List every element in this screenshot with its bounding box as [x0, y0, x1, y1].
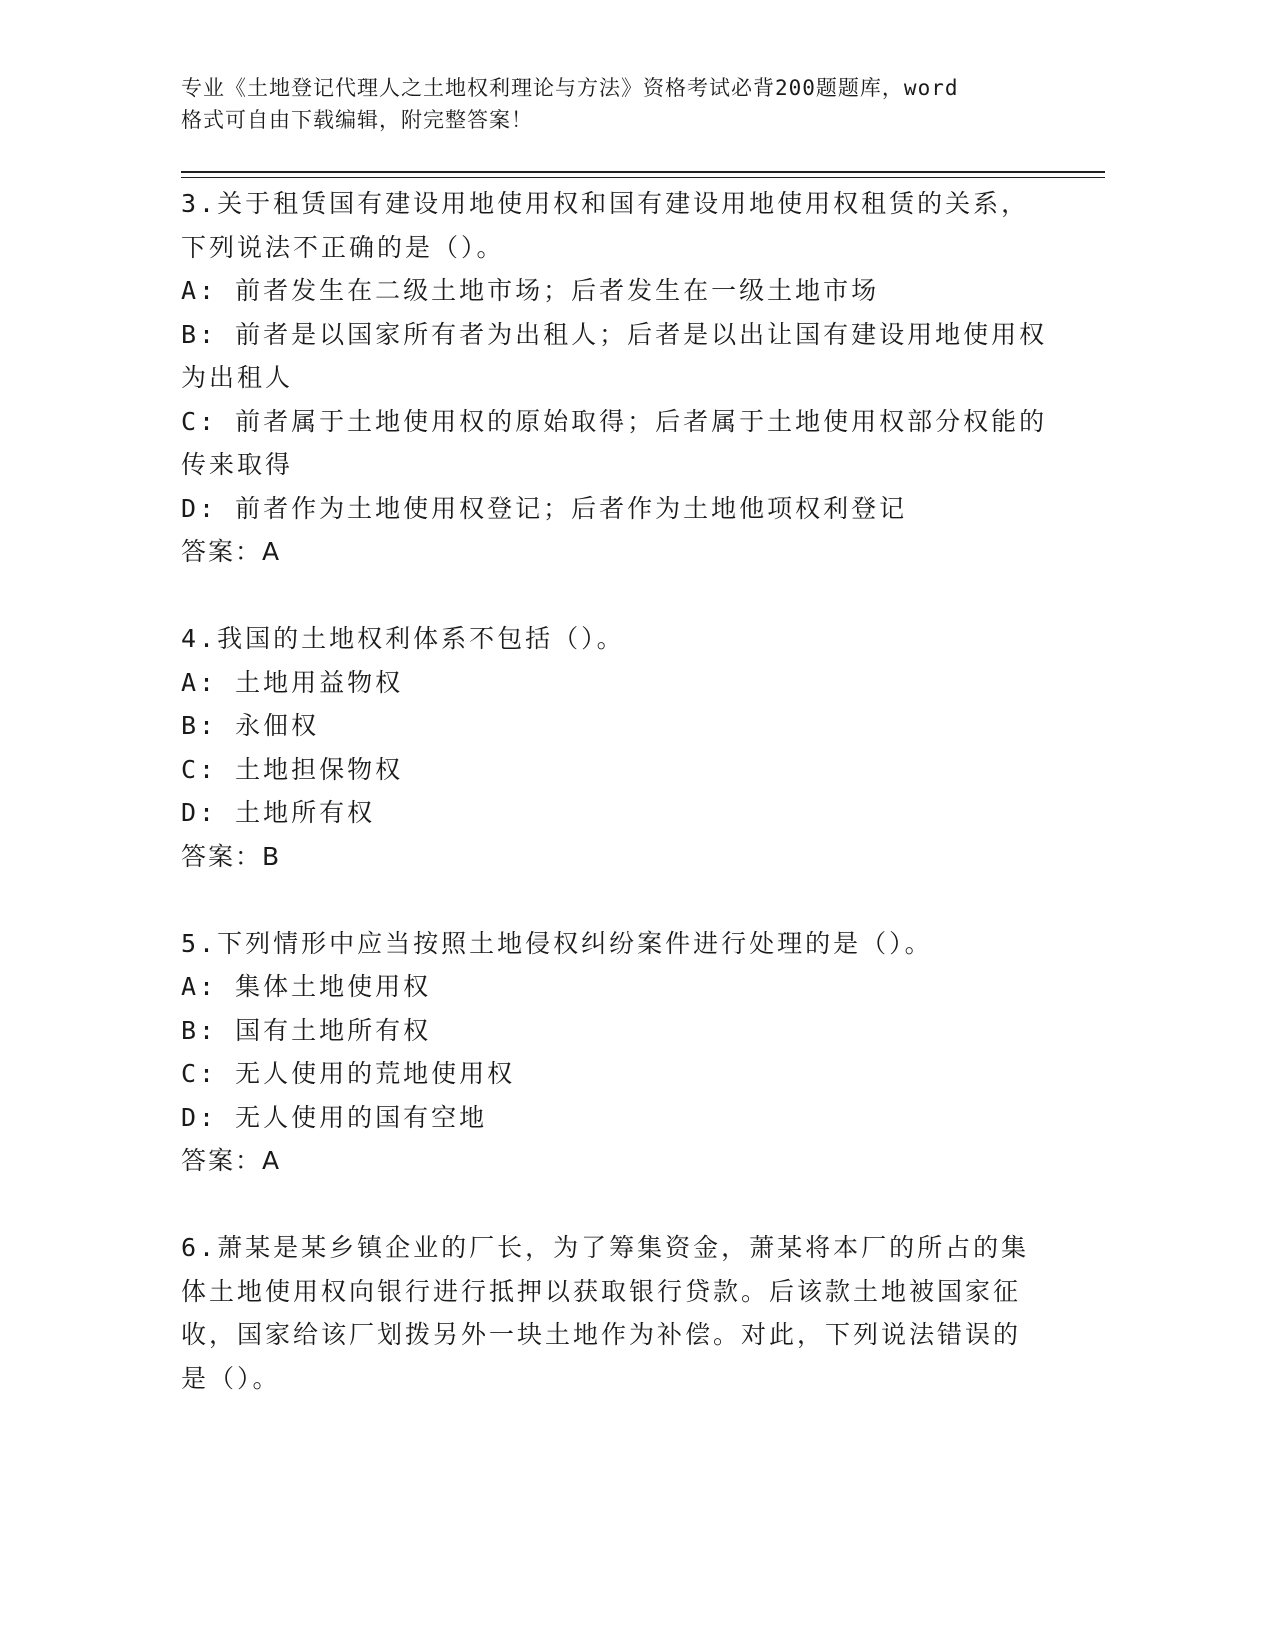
question-option-line: B: 国有土地所有权 — [181, 1015, 432, 1045]
question-stem-line: 是（）。 — [181, 1363, 281, 1393]
question-block — [181, 617, 1061, 878]
question-answer: 答案：A — [181, 1146, 282, 1175]
header-divider-thick — [181, 171, 1105, 173]
question-option-line: B: 永佃权 — [181, 711, 320, 740]
question-stem-line: 4.我国的土地权利体系不包括（）。 — [181, 624, 625, 653]
question-option-line: C: 土地担保物权 — [181, 754, 404, 784]
question-option-line: 为出租人 — [181, 363, 294, 392]
question-option-line: D: 无人使用的国有空地 — [181, 1102, 488, 1132]
question-option-line: A: 土地用益物权 — [181, 667, 404, 697]
question-stem-line: 下列说法不正确的是（）。 — [181, 232, 505, 262]
question-option-line: 传来取得 — [181, 450, 294, 479]
question-option-line: C: 无人使用的荒地使用权 — [181, 1059, 516, 1088]
question-block — [181, 1226, 1061, 1400]
question-stem-line: 5.下列情形中应当按照土地侵权纠纷案件进行处理的是（）。 — [181, 928, 933, 958]
question-option-line: D: 前者作为土地使用权登记；后者作为土地他项权利登记 — [181, 493, 908, 523]
document-header — [181, 72, 1061, 136]
question-block — [181, 922, 1061, 1183]
question-spacer — [181, 878, 1061, 922]
header-title-line-2: 格式可自由下载编辑，附完整答案！ — [181, 108, 533, 132]
question-list — [181, 182, 1061, 1400]
header-divider-thin — [181, 177, 1105, 178]
question-option-line: A: 集体土地使用权 — [181, 972, 432, 1001]
question-option-line: B: 前者是以国家所有者为出租人；后者是以出让国有建设用地使用权 — [181, 319, 1048, 349]
question-block — [181, 182, 1061, 574]
question-stem-line: 6.萧某是某乡镇企业的厂长，为了筹集资金，萧某将本厂的所占的集 — [181, 1233, 1030, 1262]
question-option-line: D: 土地所有权 — [181, 798, 376, 827]
header-title-line-1: 专业《土地登记代理人之土地权利理论与方法》资格考试必背200题题库，word — [181, 76, 959, 100]
question-stem-line: 收，国家给该厂划拨另外一块土地作为补偿。对此，下列说法错误的 — [181, 1320, 1022, 1349]
question-spacer — [181, 574, 1061, 618]
question-stem-line: 体土地使用权向银行进行抵押以获取银行贷款。后该款土地被国家征 — [181, 1276, 1022, 1306]
question-stem-line: 3.关于租赁国有建设用地使用权和国有建设用地使用权租赁的关系， — [181, 189, 1030, 218]
question-answer: 答案：B — [181, 841, 282, 871]
question-answer: 答案：A — [181, 537, 282, 566]
question-option-line: A: 前者发生在二级土地市场；后者发生在一级土地市场 — [181, 276, 880, 305]
question-option-line: C: 前者属于土地使用权的原始取得；后者属于土地使用权部分权能的 — [181, 406, 1048, 436]
question-spacer — [181, 1183, 1061, 1227]
